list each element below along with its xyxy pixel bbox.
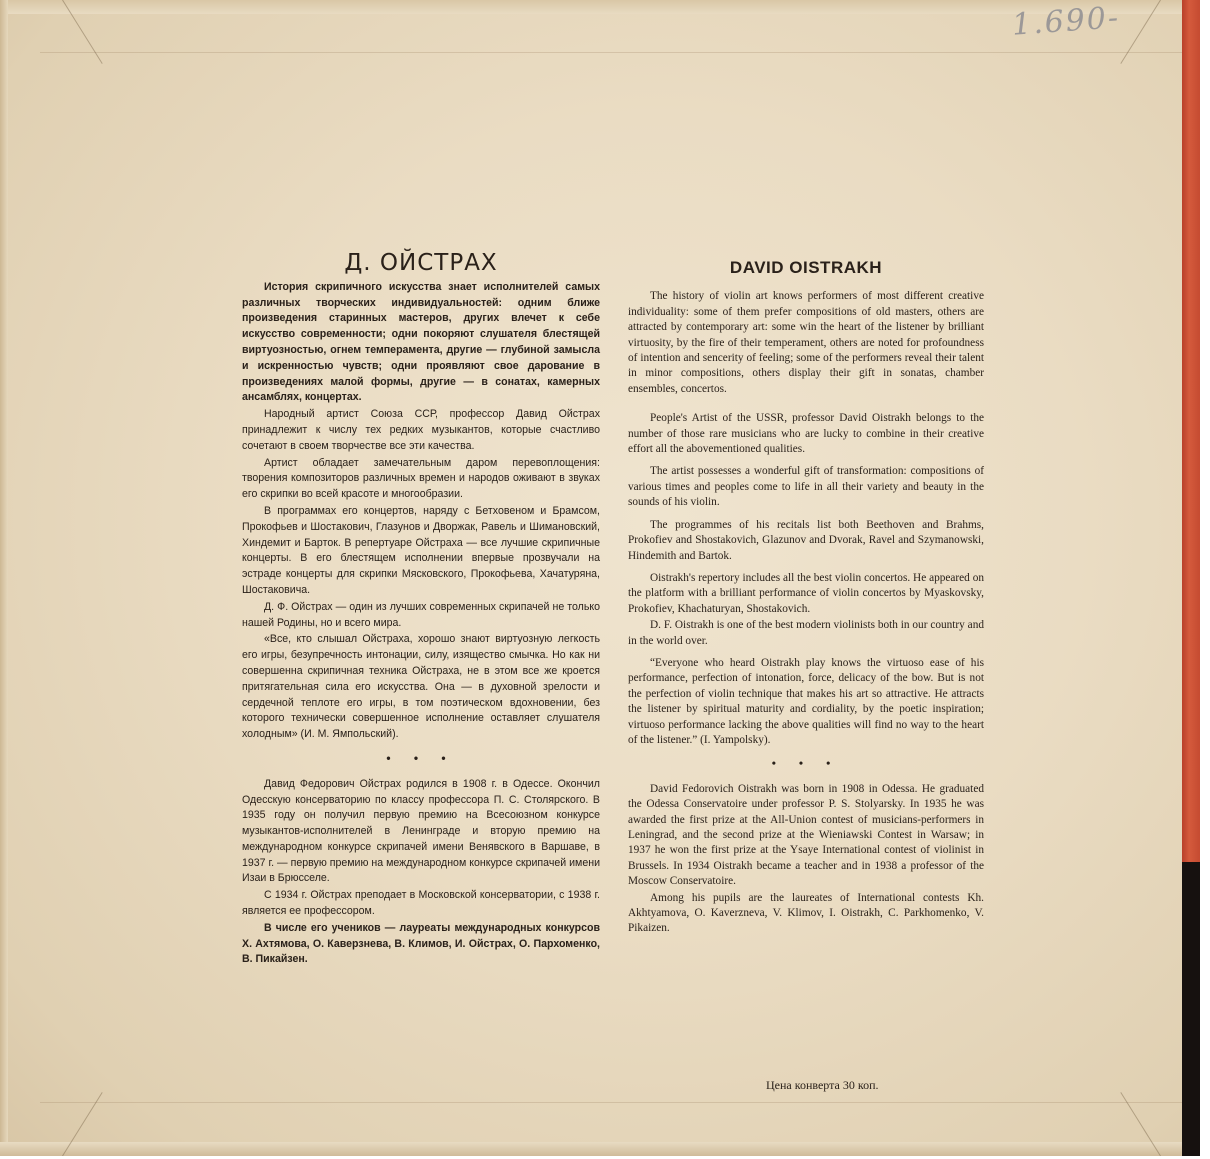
russian-paragraph: Д. Ф. Ойстрах — один из лучших современных скрипачей не только нашей Родины, но и всего мира.: [242, 600, 600, 629]
english-paragraph: D. F. Oistrakh is one of the best modern violinists both in our country and in the world over.: [628, 619, 984, 647]
russian-bio-paragraph: В числе его учеников — лауреаты международных конкурсов Х. Ахтямова, О. Каверзнева, В. Климов, И. Ойстрах, О. Пархоменко, В. Пикайзен.: [242, 921, 600, 966]
spine-black-stripe: [1182, 862, 1200, 1156]
pencil-price-note: 1.690-: [1010, 0, 1122, 43]
russian-bio-paragraph: Давид Федорович Ойстрах родился в 1908 г. в Одессе. Окончил Одесскую консерваторию по классу профессора П. С. Столярского. В 1935 году он получил первую премию на Всесоюзном конкурсе музыкантов-исполнителей в Ленинграде и вторую премию на международном конкурсе скрипачей имени Венявского в Варшаве, в 1937 г. — первую премию на международном конкурсе скрипачей имени Изаи в Брюсселе.: [242, 777, 600, 885]
english-paragraph: The history of violin art knows performers of most different creative individuality: some of them prefer compositions of old masters, others are attracted by contemporary art: some win the heart of the listener by brilliant virtuosity, by the fire of their temperament, others are noted for profoundness of intention and sencerity of feeling; some of the performers reveal their talent in minor compositions, others display their gift in sonatas, chamber ensembles, concertos.: [628, 290, 984, 395]
russian-separator-dots: • • •: [386, 750, 456, 765]
english-paragraph: Oistrakh's repertory includes all the best violin concertos. He appeared on the platform with a brilliant performance of violin concertos by Myaskovsky, Prokofiev, Khachaturyan, Shostakovich.: [628, 571, 984, 615]
russian-paragraph: История скрипичного искусства знает исполнителей самых различных творческих индивидуальностей: одним ближе произведения старинных мастеров, других влечет к себе искусство современности; одни покоряют слушателя блестящей виртуозностью, огнем темперамента, другие — глубиной замысла и искренностью чувств; одни проявляют свое дарование в произведениях малой формы, другие — в сонатах, камерных ансамблях, концертах.: [242, 280, 600, 404]
russian-column: [242, 250, 600, 969]
english-paragraph: The programmes of his recitals list both Beethoven and Brahms, Prokofiev and Shostakovich, Glazunov and Dvorak, Ravel and Szymanowski, Hindemith and Bartok.: [628, 518, 984, 562]
english-column: [628, 256, 984, 944]
russian-title: Д. ОЙСТРАХ: [344, 250, 498, 276]
russian-paragraph: Народный артист Союза ССР, профессор Давид Ойстрах принадлежит к числу тех редких музыкантов, которые счастливо сочетают в своем творчестве все эти качества.: [242, 408, 600, 452]
russian-paragraph: Артист обладает замечательным даром перевоплощения: творения композиторов различных времен и народов оживают в звуках его скрипки во всей красоте и многообразии.: [242, 456, 600, 501]
fold-line-top: [40, 52, 1185, 53]
english-bio-paragraph: Among his pupils are the laureates of International contests Kh. Akhtyamova, O. Kaverzneva, V. Klimov, I. Oistrakh, C. Parkhomenko, V. Pikaizen.: [628, 891, 984, 935]
russian-paragraph: В программах его концертов, наряду с Бетховеном и Брамсом, Прокофьев и Шостакович, Глазунов и Дворжак, Равель и Шимановский, Хиндемит и Барток. В репертуаре Ойстраха — все лучшие скрипичные концерты. В его блестящем исполнении впервые прозвучали на эстраде концерты для скрипки Мясковского, Прокофьева, Хачатуряна, Шостаковича.: [242, 504, 600, 596]
sleeve-price-label: Цена конверта 30 коп.: [766, 1078, 879, 1092]
russian-bio-paragraph: С 1934 г. Ойстрах преподает в Московской консерватории, с 1938 г. является ее профессором.: [242, 889, 600, 918]
russian-paragraph: «Все, кто слышал Ойстраха, хорошо знают виртуозную легкость его игры, безупречность интонации, силу, изящество смычка. Но как ни совершенна скрипичная техника Ойстраха, не в этом все же кроется притягательная сила его искусства. Она — в духовной зрелости и сердечной теплоте его игры, в том поэтическом вдохновении, без которого технически совершенное исполнение оставляет слушателя холодным» (И. М. Ямпольский).: [242, 633, 600, 741]
english-separator-dots: • • •: [771, 756, 841, 771]
english-paragraph: People's Artist of the USSR, professor David Oistrakh belongs to the number of those rare musicians who are lucky to combine in their creative effort all the abovementioned qualities.: [628, 412, 984, 456]
fold-line-bottom: [40, 1102, 1185, 1103]
english-title: DAVID OISTRAKH: [729, 258, 883, 277]
english-bio-paragraph: David Fedorovich Oistrakh was born in 1908 in Odessa. He graduated the Odessa Conservatoire under professor P. S. Stolyarsky. In 1935 he was awarded the first prize at the All-Union contest of musicians-performers in Leningrad, and the second prize at the Wieniawski Contest in Warsaw; in 1937 he won the first prize at the Ysaye International contest of violinist in Brussels. In 1934 Oistrakh became a teacher and in 1938 a professor of the Moscow Conservatoire.: [628, 782, 984, 888]
english-paragraph: The artist possesses a wonderful gift of transformation: compositions of various times and peoples come to life in all their variety and beauty in the sounds of his violin.: [628, 465, 984, 509]
english-paragraph: “Everyone who heard Oistrakh play knows the virtuoso ease of his performance, perfection of intonation, force, delicacy of the bow. But is not the perfection of violin technique that makes his art so attractive. He attracts the listener by spiritual maturity and cordiality, by the poetic inspiration; virtuoso performance lacking the above qualities will find no way to the heart of the listener.” (I. Yampolsky).: [628, 656, 984, 746]
sleeve-left-edge: [0, 0, 8, 1156]
sleeve-bottom-edge: [0, 1142, 1200, 1156]
